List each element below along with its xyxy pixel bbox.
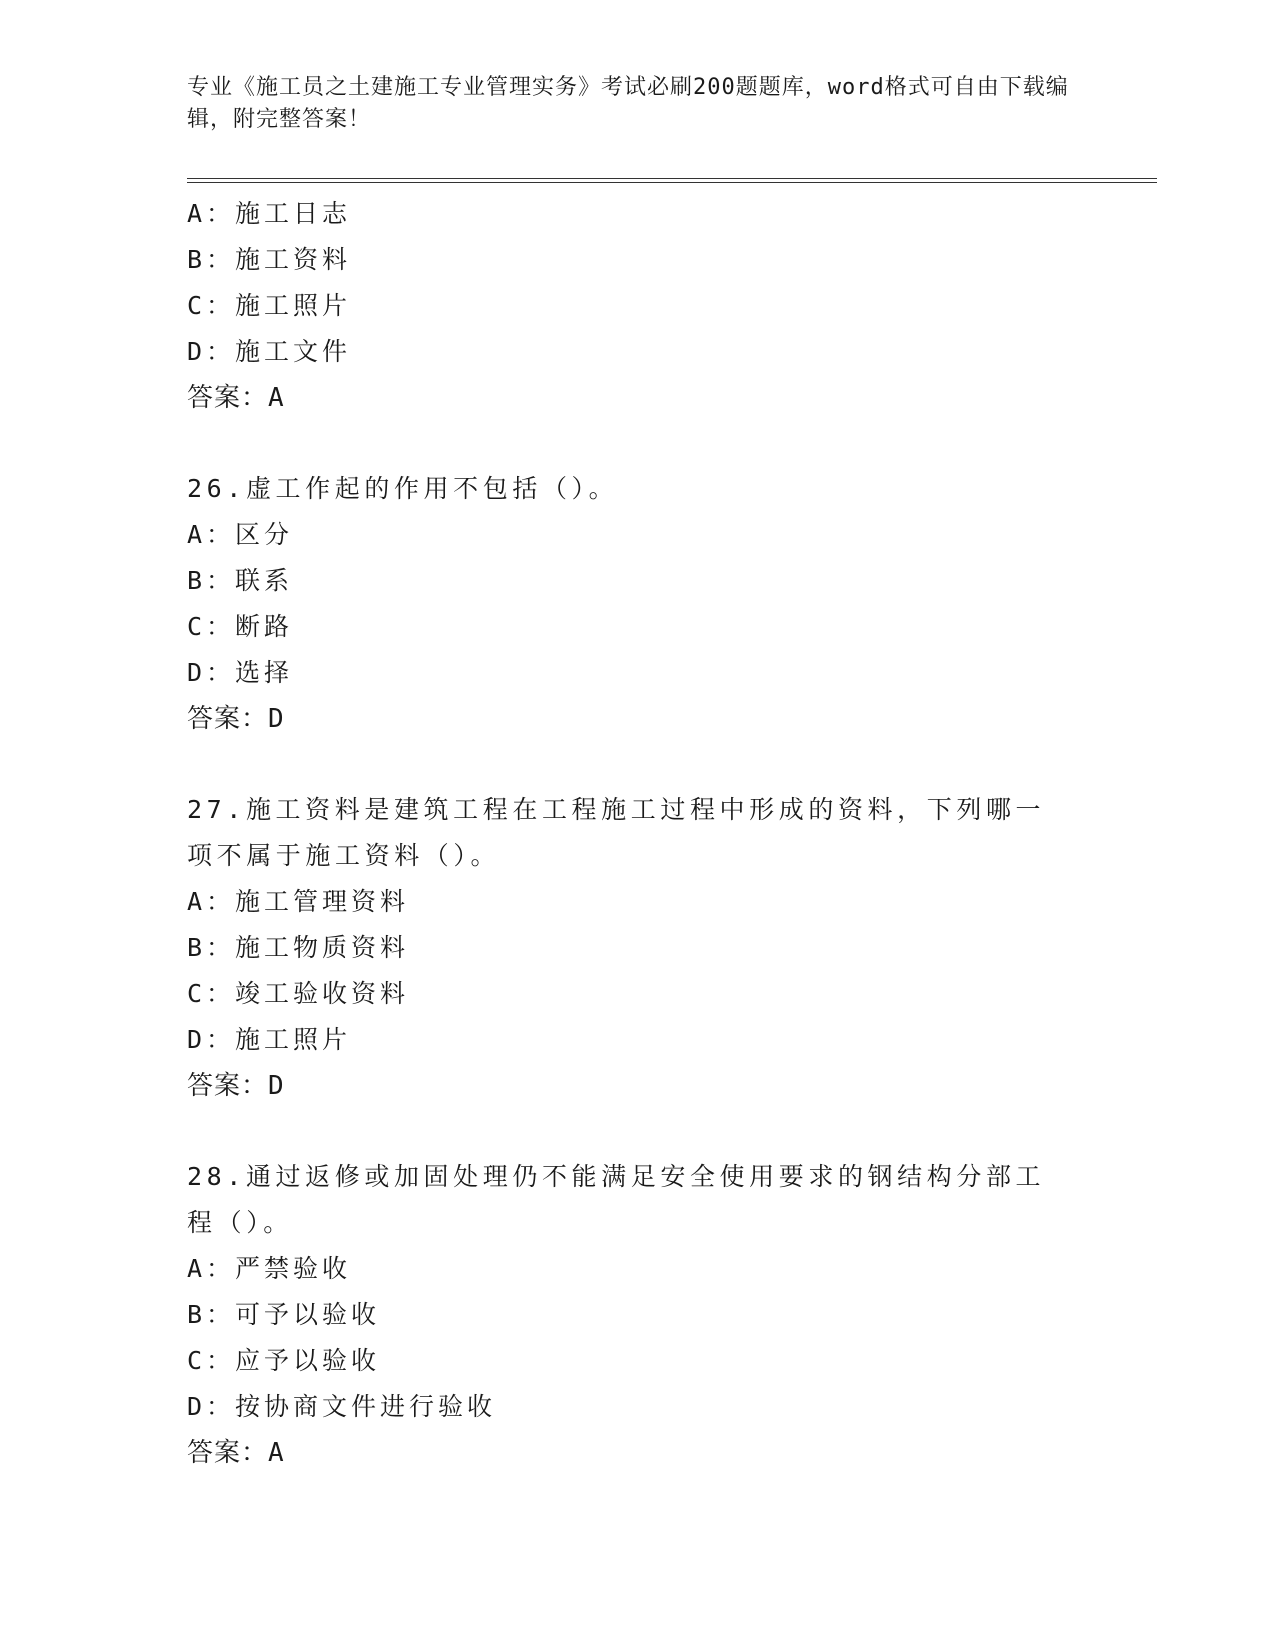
option-a: A：施工日志 [187, 199, 352, 228]
option-a: A：区分 [187, 520, 294, 549]
answer-line: 答案：D [187, 1071, 285, 1101]
option-a: A：施工管理资料 [187, 887, 410, 916]
option-d: D：施工照片 [187, 1025, 352, 1054]
answer-line: 答案：D [187, 704, 285, 734]
option-a: A：严禁验收 [187, 1254, 352, 1283]
answer-line: 答案：A [187, 383, 285, 413]
option-d: D：施工文件 [187, 337, 352, 366]
option-b: B：施工物质资料 [187, 933, 410, 962]
question-list [187, 191, 1087, 1476]
question-text: 28.通过返修或加固处理仍不能满足安全使用要求的钢结构分部工程（）。 [187, 1162, 1046, 1237]
option-d: D：选择 [187, 658, 294, 687]
question-block [187, 466, 1087, 742]
question-text: 27.施工资料是建筑工程在工程施工过程中形成的资料，下列哪一项不属于施工资料（）。 [187, 795, 1046, 870]
document-header: 专业《施工员之土建施工专业管理实务》考试必刷200题题库，word格式可自由下载编辑，附完整答案！ [187, 75, 1069, 132]
option-b: B：施工资料 [187, 245, 352, 274]
option-d: D：按协商文件进行验收 [187, 1392, 497, 1421]
header-divider [187, 178, 1157, 183]
answer-line: 答案：A [187, 1438, 285, 1468]
option-c: C：竣工验收资料 [187, 979, 410, 1008]
option-b: B：可予以验收 [187, 1300, 381, 1329]
option-b: B：联系 [187, 566, 294, 595]
question-block [187, 191, 1087, 421]
option-c: C：应予以验收 [187, 1346, 381, 1375]
option-c: C：断路 [187, 612, 294, 641]
question-block [187, 787, 1087, 1109]
option-c: C：施工照片 [187, 291, 352, 320]
question-block [187, 1154, 1087, 1476]
question-text: 26.虚工作起的作用不包括（）。 [187, 474, 619, 503]
